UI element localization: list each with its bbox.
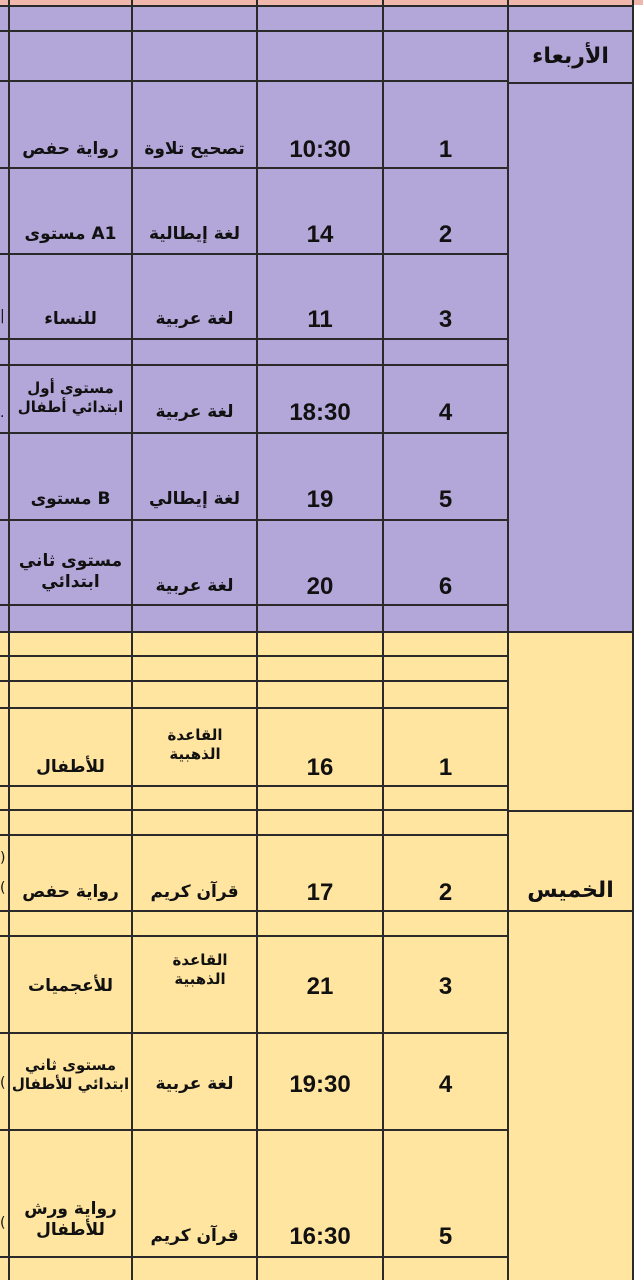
row-number: 5 bbox=[438, 1223, 453, 1250]
row-number: 6 bbox=[438, 573, 453, 600]
row-number: 1 bbox=[438, 754, 453, 781]
cropped-left-edge-text: | bbox=[0, 308, 5, 324]
subject-cell: تصحيح تلاوة bbox=[144, 139, 245, 160]
row-number: 4 bbox=[438, 1071, 453, 1098]
level-cell: للأطفال bbox=[36, 757, 105, 778]
subject-cell: قرآن كريم bbox=[150, 1226, 239, 1247]
level-cell: مستوى ثاني ابتدائي bbox=[18, 550, 123, 592]
row-number: 3 bbox=[438, 306, 453, 333]
time-cell: 18:30 bbox=[289, 399, 351, 426]
subject-cell: القاعدة الذهبية bbox=[172, 951, 228, 988]
cropped-left-edge-text: ( bbox=[0, 1075, 6, 1091]
right-margin bbox=[633, 5, 643, 1280]
level-cell: A1 مستوى bbox=[24, 224, 117, 245]
level-cell: مستوى أول ابتدائي أطفال bbox=[17, 379, 124, 416]
row-number: 4 bbox=[438, 399, 453, 426]
cropped-left-edge-text: ( bbox=[0, 1215, 6, 1231]
day-label-thursday: الخميس bbox=[527, 878, 614, 904]
row-number: 5 bbox=[438, 486, 453, 513]
cropped-left-edge-text: ( bbox=[0, 880, 6, 896]
time-cell: 20 bbox=[306, 573, 334, 600]
row-number: 2 bbox=[438, 879, 453, 906]
subject-cell: لغة عربية bbox=[155, 309, 234, 330]
row-number: 3 bbox=[438, 973, 453, 1000]
time-cell: 14 bbox=[306, 221, 334, 248]
time-cell: 16:30 bbox=[289, 1223, 351, 1250]
subject-cell: قرآن كريم bbox=[150, 882, 239, 903]
level-cell: رواية ورش للأطفال bbox=[24, 1198, 117, 1240]
row-number: 1 bbox=[438, 136, 453, 163]
subject-cell: لغة عربية bbox=[155, 1074, 234, 1095]
time-cell: 16 bbox=[306, 754, 334, 781]
subject-cell: القاعدة الذهبية bbox=[167, 726, 223, 763]
subject-cell: لغة إيطالي bbox=[149, 489, 240, 510]
subject-cell: لغة إيطالية bbox=[149, 224, 240, 245]
time-cell: 21 bbox=[306, 973, 334, 1000]
time-cell: 11 bbox=[307, 306, 333, 333]
subject-cell: لغة عربية bbox=[155, 402, 234, 423]
day-label-wednesday: الأربعاء bbox=[532, 44, 609, 70]
wednesday-day-column bbox=[508, 5, 633, 632]
level-cell: B مستوى bbox=[30, 489, 111, 510]
time-cell: 19 bbox=[306, 486, 334, 513]
level-cell: للنساء bbox=[44, 309, 97, 330]
subject-cell: لغة عربية bbox=[155, 576, 234, 597]
level-cell: للأعجميات bbox=[28, 976, 113, 997]
level-cell: رواية حفص bbox=[22, 139, 119, 160]
time-cell: 17 bbox=[306, 879, 334, 906]
time-cell: 19:30 bbox=[289, 1071, 351, 1098]
level-cell: رواية حفص bbox=[22, 882, 119, 903]
cropped-left-edge-text: . bbox=[0, 405, 5, 421]
time-cell: 10:30 bbox=[289, 136, 351, 163]
row-number: 2 bbox=[438, 221, 453, 248]
level-cell: مستوى ثاني ابتدائي للأطفال bbox=[11, 1056, 130, 1093]
cropped-left-edge-text: ) bbox=[0, 850, 6, 866]
